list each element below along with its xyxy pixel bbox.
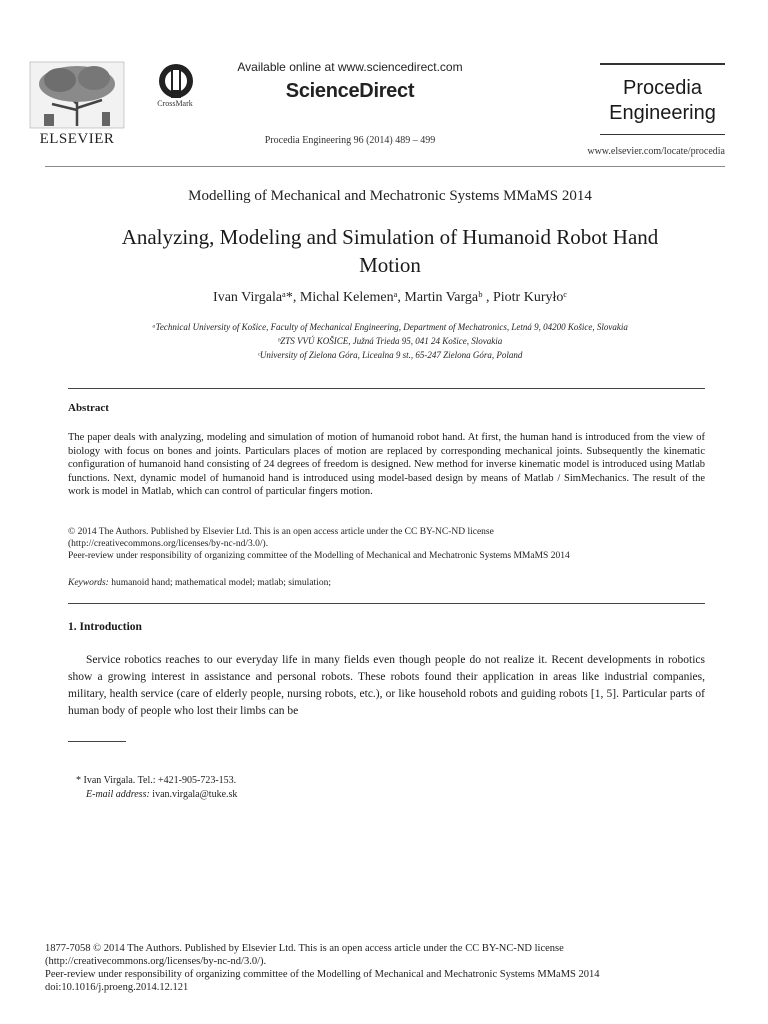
affiliation-b: ᵇZTS VVÚ KOŠICE, Južná Trieda 95, 041 24 Košice, Slovakia [277, 336, 503, 346]
footer-license-link[interactable]: (http://creativecommons.org/licenses/by-nc-nd/3.0/). [45, 956, 267, 967]
available-online: Available online at www.sciencedirect.com [237, 60, 463, 74]
copyright-line1: © 2014 The Authors. Published by Elsevier Ltd. This is an open access article under the CC BY-NC-ND license [68, 527, 494, 537]
footnote-email [86, 789, 686, 800]
crossmark-label: CrossMark [157, 99, 193, 108]
footer-peer-review: Peer-review under responsibility of organizing committee of the Modelling of Mechanical and Mechatronic Systems MMaMS 2014 [45, 969, 600, 980]
footnote-rule [68, 741, 126, 742]
journal-title-rule-bottom [600, 134, 725, 135]
journal-url-link[interactable]: www.elsevier.com/locate/procedia [587, 146, 725, 157]
abstract-top-rule [68, 388, 705, 389]
peer-review-statement: Peer-review under responsibility of organizing committee of the Modelling of Mechanical and Mechatronic Systems MMaMS 2014 [68, 551, 570, 561]
keywords-label: Keywords: [68, 578, 109, 588]
author-list: Ivan Virgalaᵃ*, Michal Kelemenᵃ, Martin Vargaᵇ , Piotr Kuryłoᶜ [213, 290, 567, 305]
abstract-bottom-rule [68, 603, 705, 604]
journal-title-rule-top [600, 63, 725, 65]
license-link[interactable]: (http://creativecommons.org/licenses/by-nc-nd/3.0/). [68, 539, 269, 549]
abstract-text: The paper deals with analyzing, modeling and simulation of motion of humanoid robot hand. At first, the human hand is introduced from the view of biology with focus on bones and joints. Particulars places of motion are replaced by corresponding mechanical joints. Subsequently the kinematic configuration of humanoid hand consisting of 24 degrees of freedom is designed. New method for inverse kinematic model is introduced using Matlab functions. Next, dynamic model of humanoid hand is introduced using model-based design by means of Matlab / SimMechanics. The result of the work is model in Matlab, which can control of particular fingers motion. [68, 432, 705, 497]
paper-title [60, 223, 720, 279]
publisher-logo-text: ELSEVIER [39, 131, 115, 147]
journal-title-line1: Procedia [623, 77, 702, 99]
abstract-heading: Abstract [68, 402, 109, 414]
platform-name: ScienceDirect [285, 80, 415, 102]
section-heading-introduction: 1. Introduction [68, 621, 142, 633]
header-divider [45, 166, 725, 167]
keywords [68, 578, 705, 588]
footer-doi[interactable]: doi:10.1016/j.proeng.2014.12.121 [45, 982, 189, 993]
journal-citation: Procedia Engineering 96 (2014) 489 – 499 [264, 135, 436, 146]
keywords-list: humanoid hand; mathematical model; matlab; simulation; [108, 578, 331, 588]
journal-title-line2: Engineering [609, 102, 716, 124]
footer-issn-copyright: 1877-7058 © 2014 The Authors. Published by Elsevier Ltd. This is an open access article under the CC BY-NC-ND license [45, 943, 564, 954]
affiliation-a: ᵃTechnical University of Košice, Faculty of Mechanical Engineering, Department of Mechatronics, Letná 9, 04200 Košice, Slovakia [152, 322, 628, 332]
paper-title-line2: Motion [359, 253, 421, 277]
journal-title [600, 76, 725, 126]
footnote-author: * Ivan Virgala. Tel.: +421-905-723-153. [76, 775, 237, 786]
paper-title-line1: Analyzing, Modeling and Simulation of Humanoid Robot Hand [121, 225, 659, 249]
conference-name: Modelling of Mechanical and Mechatronic Systems MMaMS 2014 [188, 188, 592, 204]
introduction-text: Service robotics reaches to our everyday life in many fields even though people do not realize it. Recent developments in robotics show a growing interest in assistance and personal robots. These robots found their application in areas like industrial companies, military, health service (care of elderly people, nursing robots, etc.), or like household robots and guiding robots [1, 5]. Particular parts of human body of people who lost their limbs can be [68, 654, 705, 717]
affiliation-c: ᶜUniversity of Zielona Góra, Licealna 9 st., 65-247 Zielona Góra, Poland [257, 350, 523, 360]
email-address[interactable]: ivan.virgala@tuke.sk [149, 789, 238, 800]
email-label: E-mail address: [86, 789, 150, 800]
